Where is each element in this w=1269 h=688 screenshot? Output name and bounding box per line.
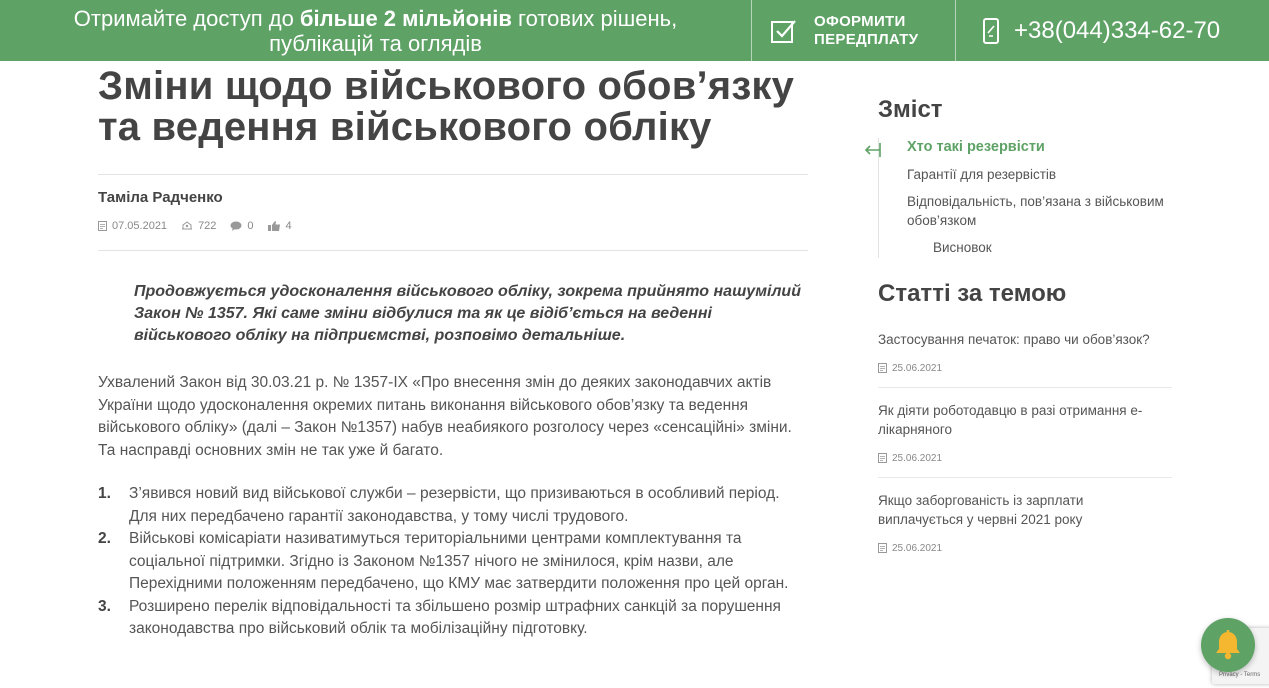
- sidebar: [878, 96, 1173, 580]
- date-meta: [98, 220, 167, 232]
- promo-pre: Отримайте доступ до: [73, 6, 300, 31]
- related-articles: [878, 330, 1173, 567]
- subscribe-line2: ПЕРЕДПЛАТУ: [814, 30, 919, 48]
- promo-bold: більше 2 мільйонів: [299, 6, 512, 31]
- date-text: 25.06.2021: [892, 542, 943, 554]
- comments-meta[interactable]: [230, 220, 253, 232]
- divider: [98, 174, 808, 175]
- notification-button[interactable]: [1201, 618, 1255, 672]
- promo-text[interactable]: [0, 0, 751, 61]
- changes-list: [98, 483, 808, 641]
- list-item: [98, 483, 808, 528]
- list-text: Військові комісаріати називатимуться територіальними центрами комплектування та соціальної підтримки. Згідно із Законом №1357 нічого не змінилося, крім назви, але Перехідними положенням передбачено, що КМУ має затвердити положення про цей орган.: [129, 530, 789, 592]
- promo-line2: публікацій та оглядів: [269, 31, 482, 56]
- related-item-title[interactable]: Застосування печаток: право чи обов’язок?: [878, 331, 1150, 347]
- related-item-title[interactable]: Як діяти роботодавцю в разі отримання е-лікарняного: [878, 402, 1143, 437]
- related-title: Статті за темою: [878, 279, 1067, 307]
- list-text: Розширено перелік відповідальності та збільшено розмір штрафних санкцій за порушення законодавства про військовий облік та мобілізаційну підготовку.: [129, 597, 781, 637]
- list-item: [98, 528, 808, 596]
- calendar-icon: [878, 543, 887, 553]
- comment-icon: [230, 221, 242, 231]
- list-number: 2.: [98, 530, 111, 547]
- date-text: 25.06.2021: [892, 362, 943, 374]
- article-date: 07.05.2021: [112, 220, 168, 232]
- phone-link[interactable]: [956, 0, 1269, 61]
- list-number: 1.: [98, 485, 111, 502]
- author-name[interactable]: Таміла Радченко: [98, 189, 223, 206]
- comments-count: 0: [247, 220, 254, 232]
- article-lead: Продовжується удосконалення військового обліку, зокрема прийнято нашумілий Закон № 1357. Які саме зміни відбулися та як це відіб’ється на веденні військового обліку на підприємстві, розповімо детальніше.: [134, 283, 801, 344]
- arrow-left-icon: [863, 140, 883, 160]
- related-item[interactable]: [878, 491, 1172, 567]
- phone-icon: [982, 18, 1000, 44]
- list-item: [98, 596, 808, 641]
- related-item-title[interactable]: Якщо заборгованість із зарплати виплачується у червні 2021 року: [878, 492, 1084, 527]
- toc-item-conclusion[interactable]: Висновок: [933, 240, 992, 255]
- thumbs-up-icon: [268, 221, 281, 231]
- list-text: З’явився новий вид військової служби – резервісти, що призиваються в особливий період. Для них передбачено гарантії законодавства, у тому числі трудового.: [129, 485, 780, 525]
- checkbox-icon: [770, 17, 798, 45]
- article-paragraph: Ухвалений Закон від 30.03.21 р. № 1357-IX «Про внесення змін до деяких законодавчих актів України щодо удосконалення окремих питань виконання військового обов’язку та ведення військового обліку» (далі – Закон №1357) набув неабиякого розголосу через «сенсаційні» зміни. Та насправді основних змін не так уже й багато.: [98, 374, 792, 459]
- toc-item-reservists[interactable]: Хто такі резервісти: [907, 139, 1045, 155]
- list-number: 3.: [98, 597, 111, 615]
- calendar-icon: [98, 221, 107, 231]
- related-item-date: [878, 543, 1172, 554]
- phone-number: +38(044)334-62-70: [1014, 16, 1221, 44]
- top-banner: [0, 0, 1269, 61]
- related-item-date: [878, 453, 1172, 464]
- related-item[interactable]: [878, 330, 1172, 388]
- date-text: 25.06.2021: [892, 452, 943, 464]
- views-meta: [181, 220, 216, 232]
- related-item[interactable]: [878, 401, 1172, 478]
- toc-title: Зміст: [878, 96, 943, 123]
- article-meta: [98, 219, 808, 233]
- article-title: Зміни щодо військового обов’язку та ведення військового обліку: [98, 64, 795, 149]
- likes-count: 4: [285, 220, 292, 232]
- likes-meta[interactable]: [268, 220, 292, 232]
- toc-item-guarantees[interactable]: Гарантії для резервістів: [907, 166, 1057, 182]
- subscribe-button[interactable]: [752, 0, 955, 61]
- subscribe-line1: ОФОРМИТИ: [814, 12, 906, 30]
- calendar-icon: [878, 363, 887, 373]
- promo-post: готових рішень,: [511, 6, 678, 31]
- article: [98, 66, 808, 641]
- divider: [98, 250, 808, 251]
- recaptcha-text: Privacy - Terms: [1219, 672, 1261, 678]
- table-of-contents: [878, 138, 1173, 258]
- calendar-icon: [878, 453, 887, 463]
- views-count: 722: [198, 220, 217, 232]
- related-item-date: [878, 363, 1172, 374]
- toc-item-responsibility[interactable]: Відповідальність, пов’язана з військовим обов’язком: [907, 194, 1164, 228]
- views-icon: [181, 221, 193, 231]
- bell-icon: [1213, 629, 1243, 661]
